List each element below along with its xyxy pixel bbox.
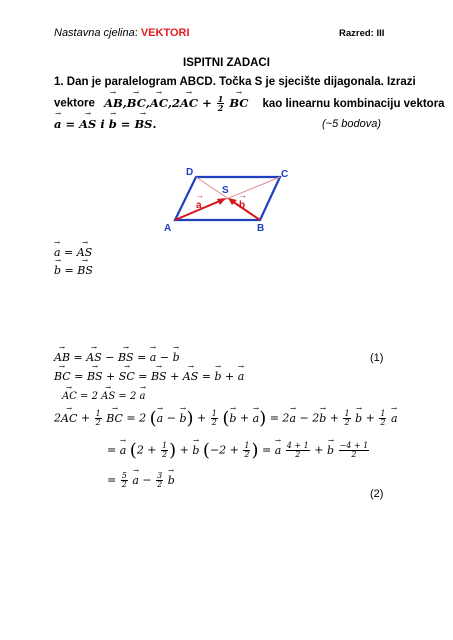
header-subject: [54, 27, 190, 39]
basis-vectors: → a = → AS i → b = → BS.: [54, 117, 156, 131]
subject-value: VEKTORI: [140, 27, 190, 39]
vertex-b-label: B: [257, 223, 265, 234]
subject-label: Nastavna cjelina: [54, 27, 135, 39]
task-points: (~5 bodova): [322, 118, 382, 130]
vector-a-arrow-mark: →: [196, 191, 204, 200]
vertex-a-label: A: [164, 223, 172, 234]
task-line-1: 1. Dan je paralelogram ABCD. Točka S je sjecište dijagonala. Izrazi: [54, 76, 416, 88]
vertex-c-label: C: [281, 169, 289, 180]
vector-b-line: [232, 201, 260, 220]
vectors-to-express: → AB,→ BC,→ AC,2→ AC + $\frac{1}{2}$ → BC: [104, 96, 252, 110]
equation-ac: → AC = 2 → AS = 2 → a: [62, 391, 145, 402]
task-kao-text: kao linearnu kombinaciju vektora: [262, 97, 445, 110]
def-b: → b = → BS: [54, 264, 93, 277]
equation-combo-2: = → a (2 + $\frac{1}{2}$ ) + → b (−2 + $\frac{1}{2}$ ) = → a $\frac{4 + 1}{2}$ + → b $\frac{-4 + 1}{2}$: [107, 440, 370, 461]
def-a: → a = → AS: [54, 246, 92, 259]
vertex-d-label: D: [186, 167, 194, 178]
equation-combo-1: 2→ AC + $\frac{1}{2}$ → BC = 2 (→ a − → b) + $\frac{1}{2}$ (→ b + → a) = 2→ a − 2→ b + $\frac{1}{2}$ → b + $\frac{1}{2}$ → a: [54, 408, 398, 429]
equation-combo-3: = $\frac{5}{2}$ → a − $\frac{3}{2}$ → b: [107, 472, 175, 489]
equation-number-2: (2): [370, 488, 384, 500]
vector-b-arrow-mark: →: [239, 191, 247, 200]
subject-separator: :: [134, 27, 141, 39]
task-vektore-word: vektore: [54, 97, 95, 110]
vector-a-head: [217, 198, 226, 205]
parallelogram-figure: [160, 165, 295, 235]
header-grade: Razred: III: [339, 28, 385, 39]
page-title: ISPITNI ZADACI: [183, 57, 270, 69]
equation-bc: → BC = → BS + → SC = → BS + → AS = → b + → a: [54, 370, 244, 383]
vector-a-label: a: [196, 200, 202, 211]
equation-ab: → AB = → AS − → BS = → a − → b: [54, 351, 180, 364]
equation-number-1: (1): [370, 352, 384, 364]
point-s-label: S: [222, 185, 229, 196]
task-line-3: [54, 117, 156, 131]
vector-b-label: b: [239, 200, 246, 211]
